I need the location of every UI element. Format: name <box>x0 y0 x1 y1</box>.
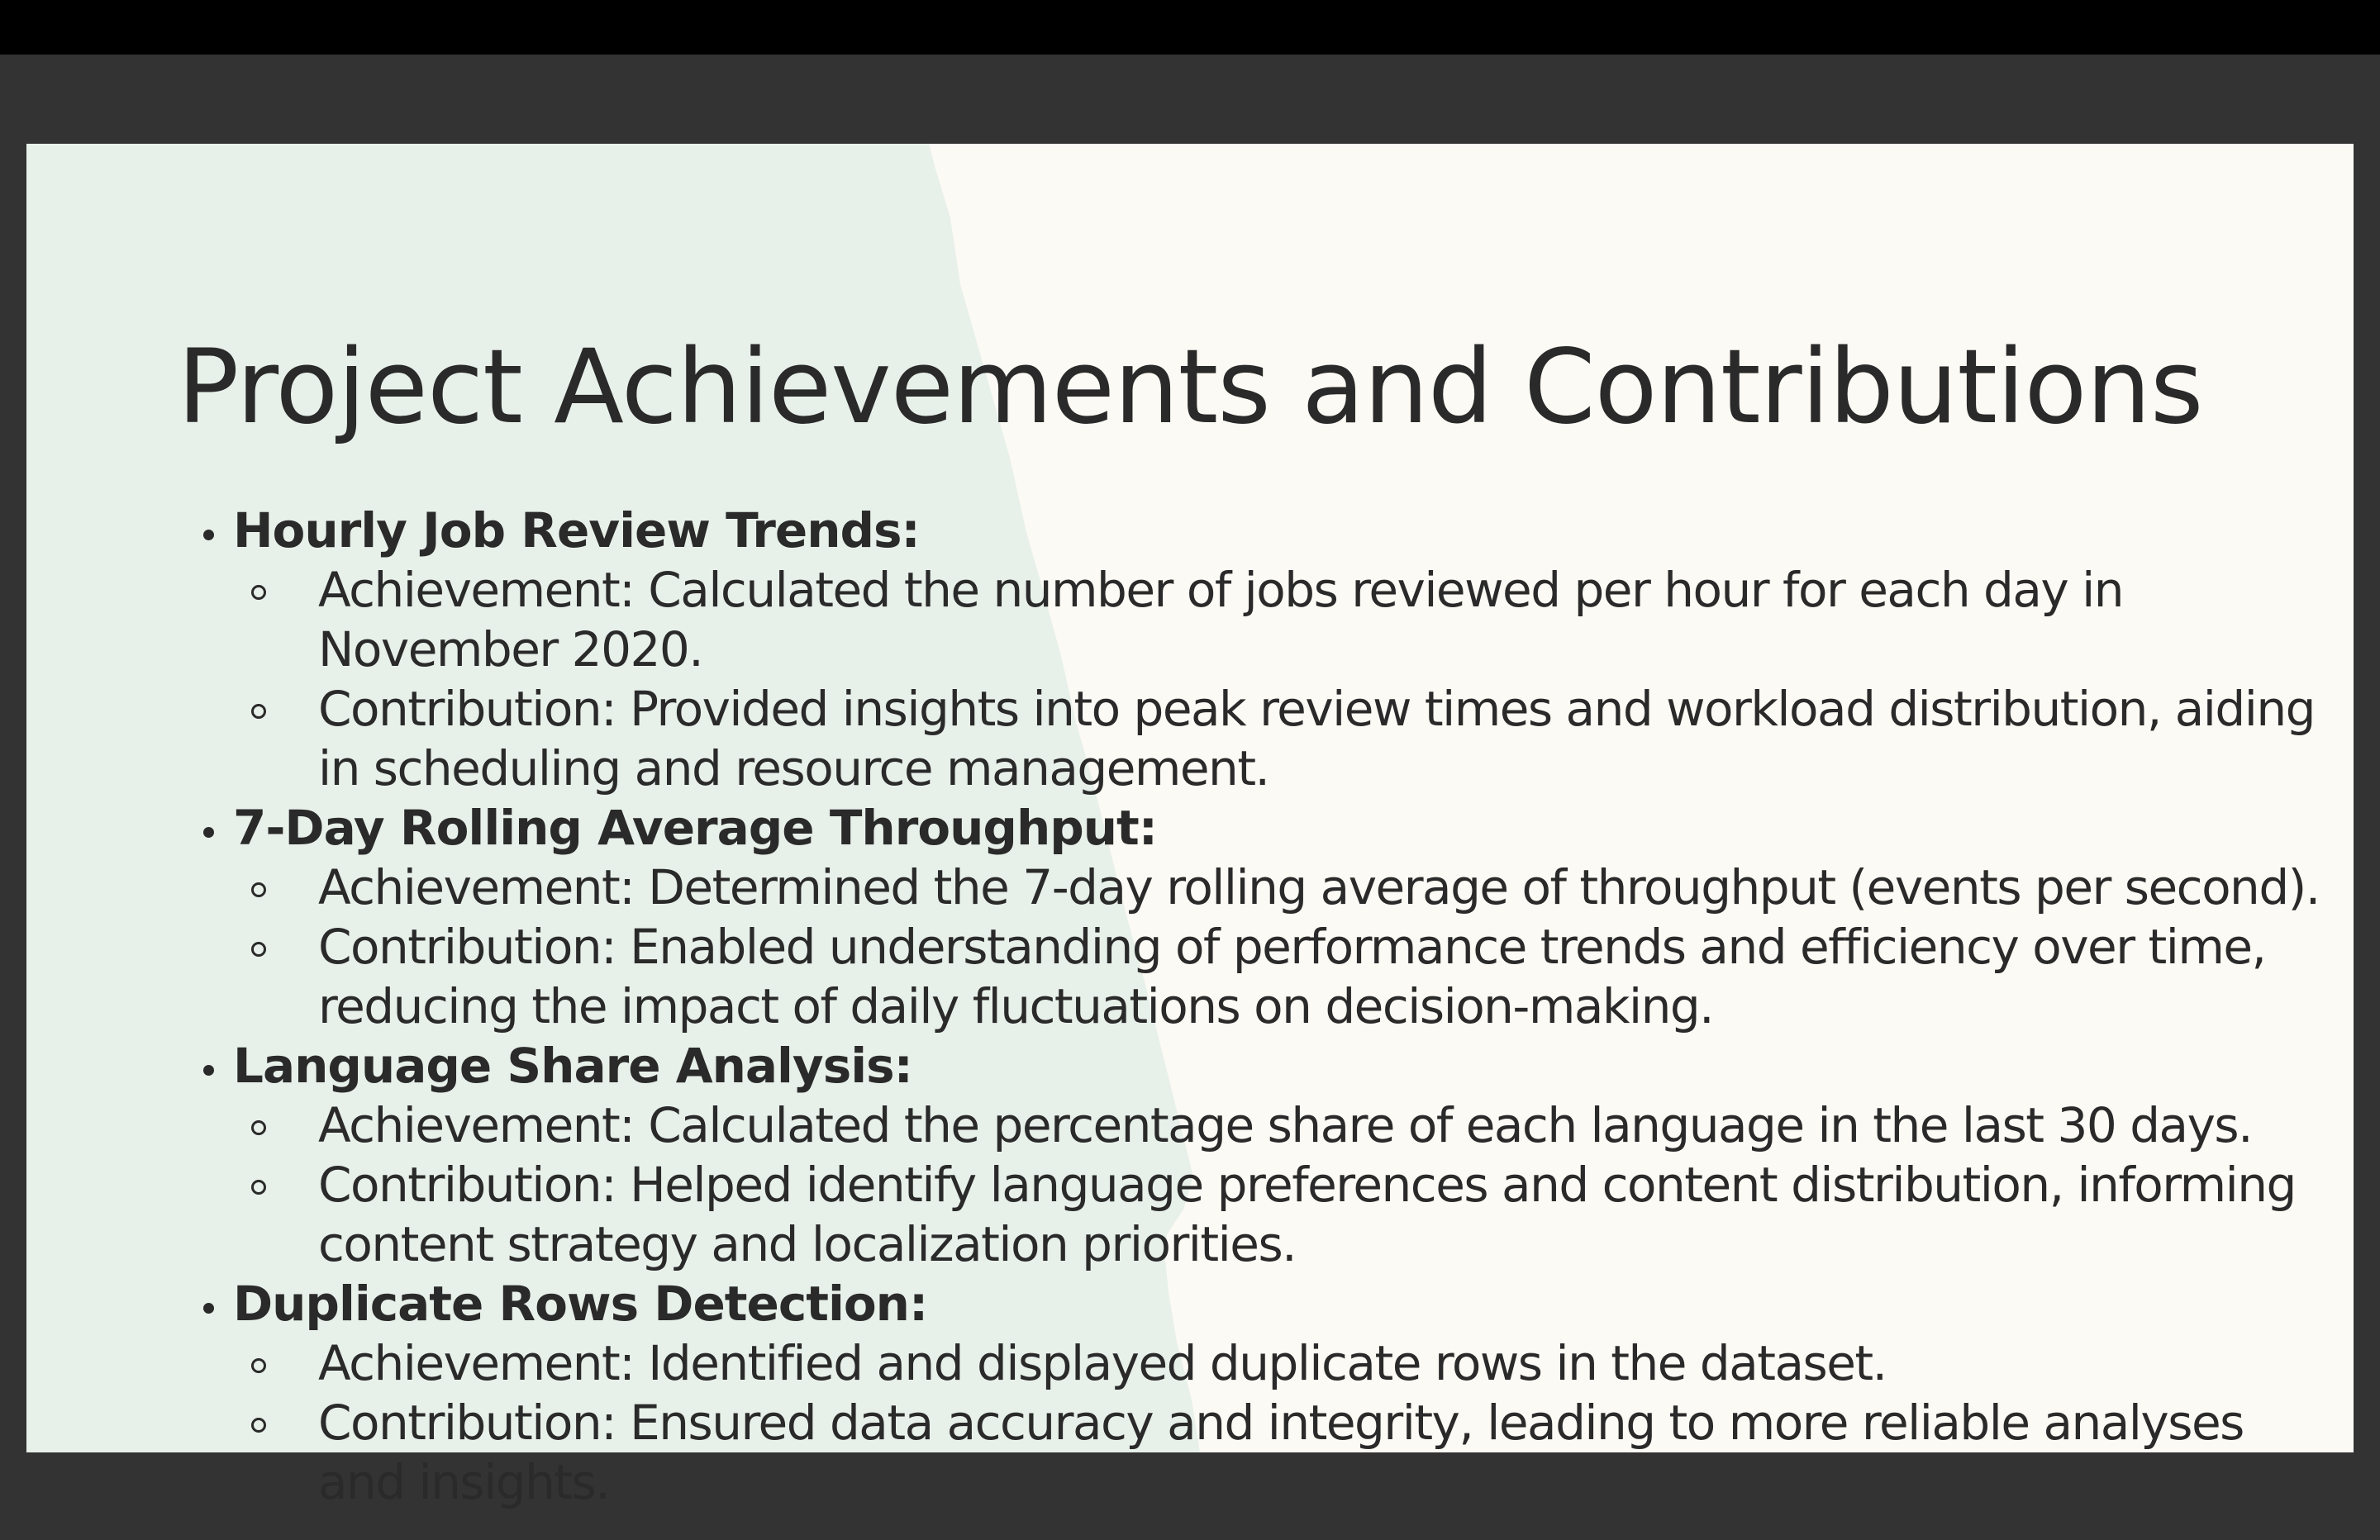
sub-item <box>167 917 2337 1036</box>
sub-list <box>167 858 2337 1036</box>
sub-item-text: Contribution: Enabled understanding of performance trends and efficiency over time, reducing the impact of daily fluctuations on decision-making. <box>318 919 2266 1034</box>
sub-list-container <box>167 560 2337 798</box>
bullet-icon <box>203 827 214 838</box>
section-heading: Language Share Analysis: <box>233 1038 912 1094</box>
sub-item-text: Contribution: Helped identify language preferences and content distribution, informing content strategy and localization priorities. <box>318 1157 2296 1272</box>
sub-item-text: Achievement: Calculated the percentage share of each language in the last 30 days. <box>318 1097 2253 1153</box>
sub-item-text: Achievement: Determined the 7-day rolling average of throughput (events per second). <box>318 859 2320 915</box>
hollow-bullet-icon <box>251 704 266 719</box>
slide-content <box>167 501 2337 1512</box>
sub-list-container <box>167 1096 2337 1274</box>
slide-title: Project Achievements and Contributions <box>177 328 2203 447</box>
slide <box>26 144 2354 1510</box>
section-item <box>167 1036 2337 1096</box>
hollow-bullet-icon <box>251 942 266 957</box>
section-heading: Hourly Job Review Trends: <box>233 502 920 558</box>
sub-item <box>167 1096 2337 1155</box>
top-bar <box>0 0 2380 55</box>
sub-item-text: Contribution: Provided insights into peak review times and workload distribution, aiding in scheduling and resource management. <box>318 681 2315 796</box>
hollow-bullet-icon <box>251 1180 266 1195</box>
bullet-icon <box>203 530 214 540</box>
sub-item-text: Achievement: Calculated the number of jobs reviewed per hour for each day in November 2020. <box>318 562 2124 677</box>
sub-item <box>167 1333 2337 1393</box>
section-heading: Duplicate Rows Detection: <box>233 1276 928 1332</box>
section-heading: 7-Day Rolling Average Throughput: <box>233 800 1157 856</box>
bullet-icon <box>203 1065 214 1076</box>
hollow-bullet-icon <box>251 882 266 897</box>
section-item <box>167 501 2337 560</box>
sub-list <box>167 1333 2337 1512</box>
sub-list-container <box>167 858 2337 1036</box>
hollow-bullet-icon <box>251 585 266 600</box>
sub-item <box>167 1155 2337 1274</box>
section-item <box>167 798 2337 858</box>
sub-list <box>167 1096 2337 1274</box>
section-list <box>167 501 2337 1512</box>
bullet-icon <box>203 1303 214 1314</box>
sub-item-text: Achievement: Identified and displayed duplicate rows in the dataset. <box>318 1335 1887 1391</box>
hollow-bullet-icon <box>251 1358 266 1373</box>
hollow-bullet-icon <box>251 1120 266 1135</box>
section-item <box>167 1274 2337 1333</box>
hollow-bullet-icon <box>251 1418 266 1433</box>
sub-item <box>167 560 2337 679</box>
sub-item <box>167 1393 2337 1512</box>
sub-item-text: Contribution: Ensured data accuracy and integrity, leading to more reliable analyses and insights. <box>318 1395 2244 1510</box>
sub-item <box>167 858 2337 917</box>
sub-list <box>167 560 2337 798</box>
sub-list-container <box>167 1333 2337 1512</box>
sub-item <box>167 679 2337 798</box>
